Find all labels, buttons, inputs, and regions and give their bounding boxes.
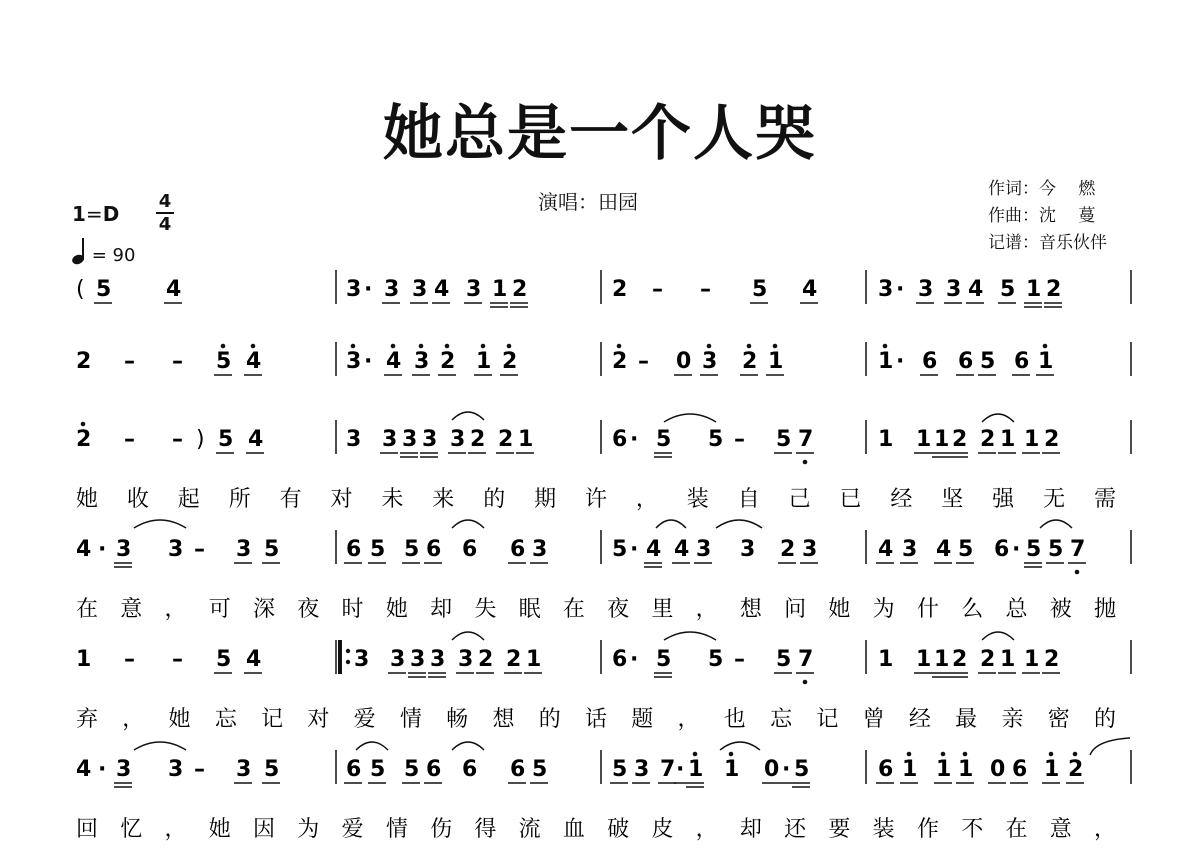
jianpu-note: 6 (346, 537, 362, 562)
jianpu-note: 2 (1068, 757, 1084, 782)
jianpu-note: 4 (936, 537, 952, 562)
jianpu-note: – (194, 757, 205, 782)
jianpu-note: 3 (354, 647, 370, 672)
jianpu-note: 5 (656, 427, 672, 452)
jianpu-note: 1 (916, 427, 932, 452)
jianpu-note: 1 (916, 647, 932, 672)
jianpu-note: 2 (952, 427, 968, 452)
jianpu-note: · (896, 277, 905, 302)
octave-dot-above (251, 344, 256, 349)
octave-dot-above (617, 344, 622, 349)
octave-dot-above (963, 752, 968, 757)
jianpu-note: · (364, 349, 373, 374)
lyrics-line: 弃，她忘记对爱情畅想的话题，也忘记曾经最亲密的 (76, 707, 1116, 732)
jianpu-note: 6 (426, 537, 442, 562)
jianpu-note: 3 (382, 427, 398, 452)
jianpu-note: 6 (462, 757, 478, 782)
jianpu-note: 4 (246, 647, 262, 672)
jianpu-note: 3 (740, 537, 756, 562)
slur (982, 414, 1014, 422)
jianpu-note: 5 (1048, 537, 1064, 562)
jianpu-note: – (734, 427, 745, 452)
jianpu-note: · (364, 277, 373, 302)
jianpu-note: 2 (470, 427, 486, 452)
jianpu-note: 7 (798, 427, 814, 452)
jianpu-note: 1 (1038, 349, 1054, 374)
jianpu-note: 3 (346, 427, 362, 452)
jianpu-note: 4 (166, 277, 182, 302)
jianpu-note: 2 (780, 537, 796, 562)
jianpu-note: 2 (512, 277, 528, 302)
jianpu-note: 3 (346, 349, 362, 374)
slur (664, 414, 716, 422)
jianpu-note: 1 (934, 427, 950, 452)
jianpu-note: 4 (248, 427, 264, 452)
jianpu-note: 0 (990, 757, 1006, 782)
jianpu-note: 3 (458, 647, 474, 672)
slur (716, 520, 762, 528)
octave-dot-above (941, 752, 946, 757)
jianpu-note: 4 (434, 277, 450, 302)
jianpu-note: 5 (404, 757, 420, 782)
time-signature-top: 4 (158, 191, 172, 212)
jianpu-note: · (676, 757, 685, 782)
jianpu-note: 6 (958, 349, 974, 374)
jianpu-note: 5 (612, 537, 628, 562)
lyrics-line: 在意，可深夜时她却失眠在夜里，想问她为什么总被抛 (76, 597, 1116, 622)
jianpu-note: 5 (370, 537, 386, 562)
slur (134, 742, 186, 750)
jianpu-note: · (98, 537, 107, 562)
slur (1090, 738, 1130, 755)
lyricist-credit: 作词：今 燃 (988, 179, 1096, 199)
jianpu-note: 4 (76, 537, 92, 562)
jianpu-note: 1 (934, 647, 950, 672)
jianpu-note: 3 (390, 647, 406, 672)
jianpu-note: 6 (1014, 349, 1030, 374)
repeat-dot (346, 649, 350, 653)
jianpu-note: · (630, 537, 639, 562)
transcriber-credit: 记谱：音乐伙伴 (988, 233, 1107, 253)
slur (656, 520, 686, 528)
octave-dot-above (391, 344, 396, 349)
jianpu-note: · (1012, 537, 1021, 562)
jianpu-note: 2 (478, 647, 494, 672)
repeat-dot (346, 660, 350, 664)
jianpu-note: 1 (1044, 757, 1060, 782)
jianpu-note: – (124, 647, 135, 672)
jianpu-note: 3 (346, 277, 362, 302)
octave-dot-above (1073, 752, 1078, 757)
jianpu-note: 2 (742, 349, 758, 374)
octave-dot-above (1049, 752, 1054, 757)
jianpu-note: 4 (878, 537, 894, 562)
jianpu-note: 2 (980, 647, 996, 672)
jianpu-note: 5 (776, 427, 792, 452)
jianpu-note: – (172, 427, 183, 452)
jianpu-note: 3 (634, 757, 650, 782)
jianpu-note: 5 (776, 647, 792, 672)
jianpu-note: 5 (794, 757, 810, 782)
jianpu-note: 1 (902, 757, 918, 782)
key-equals: = (85, 202, 103, 226)
jianpu-note: 3 (902, 537, 918, 562)
jianpu-note: – (172, 647, 183, 672)
octave-dot-above (221, 344, 226, 349)
singer-credit: 演唱：田园 (538, 190, 638, 214)
octave-dot-above (81, 422, 86, 427)
jianpu-note: 3 (802, 537, 818, 562)
jianpu-note: 2 (498, 427, 514, 452)
jianpu-note: 2 (980, 427, 996, 452)
jianpu-note: – (700, 277, 711, 302)
slur (664, 632, 716, 640)
jianpu-note: 1 (936, 757, 952, 782)
jianpu-note: 6 (510, 757, 526, 782)
jianpu-note: 3 (878, 277, 894, 302)
jianpu-note: 1 (1000, 427, 1016, 452)
jianpu-note: 3 (532, 537, 548, 562)
jianpu-note: ) (196, 427, 205, 452)
jianpu-note: 5 (752, 277, 768, 302)
slur (720, 742, 760, 750)
jianpu-note: 5 (612, 757, 628, 782)
time-signature-bottom: 4 (158, 214, 172, 235)
octave-dot-above (1043, 344, 1048, 349)
jianpu-note: 3 (414, 349, 430, 374)
jianpu-note: 3 (168, 537, 184, 562)
jianpu-note: 3 (384, 277, 400, 302)
jianpu-note: 5 (216, 349, 232, 374)
jianpu-note: 5 (96, 277, 112, 302)
jianpu-note: 1 (688, 757, 704, 782)
jianpu-note: 3 (946, 277, 962, 302)
jianpu-note: 1 (878, 427, 894, 452)
octave-dot-below (803, 680, 808, 685)
jianpu-note: 1 (958, 757, 974, 782)
jianpu-note: 4 (968, 277, 984, 302)
jianpu-note: 2 (76, 349, 92, 374)
jianpu-note: 3 (168, 757, 184, 782)
jianpu-note: · (98, 757, 107, 782)
jianpu-note: 6 (346, 757, 362, 782)
octave-dot-above (707, 344, 712, 349)
jianpu-note: 4 (386, 349, 402, 374)
octave-dot-above (445, 344, 450, 349)
jianpu-note: 6 (878, 757, 894, 782)
jianpu-note: 1 (492, 277, 508, 302)
octave-dot-above (907, 752, 912, 757)
jianpu-note: 5 (708, 427, 724, 452)
jianpu-note: 2 (1044, 427, 1060, 452)
jianpu-note: ( (76, 277, 85, 302)
octave-dot-below (803, 460, 808, 465)
jianpu-note: 5 (264, 537, 280, 562)
jianpu-note: 2 (612, 349, 628, 374)
jianpu-note: 6 (612, 647, 628, 672)
jianpu-note: 5 (958, 537, 974, 562)
jianpu-note: 5 (1000, 277, 1016, 302)
jianpu-note: 5 (980, 349, 996, 374)
jianpu-note: 5 (1026, 537, 1042, 562)
lyrics-line: 她收起所有对未来的期许，装自己已经坚强无需 (76, 487, 1117, 512)
key-tonic: 1 (72, 202, 86, 226)
octave-dot-above (481, 344, 486, 349)
jianpu-note: – (652, 277, 663, 302)
jianpu-note: – (124, 349, 135, 374)
octave-dot-above (729, 752, 734, 757)
jianpu-note: 6 (1012, 757, 1028, 782)
octave-dot-above (747, 344, 752, 349)
slur (452, 412, 484, 420)
jianpu-note: 2 (76, 427, 92, 452)
jianpu-note: 3 (402, 427, 418, 452)
jianpu-note: 3 (116, 757, 132, 782)
jianpu-note: 3 (412, 277, 428, 302)
jianpu-note: 5 (218, 427, 234, 452)
slur (134, 520, 186, 528)
jianpu-note: 5 (708, 647, 724, 672)
jianpu-note: 1 (878, 647, 894, 672)
jianpu-note: 1 (526, 647, 542, 672)
jianpu-note: 5 (370, 757, 386, 782)
jianpu-note: 5 (264, 757, 280, 782)
jianpu-note: 1 (1026, 277, 1042, 302)
jianpu-note: 4 (76, 757, 92, 782)
octave-dot-above (693, 752, 698, 757)
jianpu-note: 3 (702, 349, 718, 374)
jianpu-note: – (172, 349, 183, 374)
tempo-value: = 90 (91, 245, 136, 266)
jianpu-note: 6 (922, 349, 938, 374)
jianpu-note: 4 (646, 537, 662, 562)
jianpu-note: 3 (116, 537, 132, 562)
jianpu-note: 1 (768, 349, 784, 374)
jianpu-note: 2 (502, 349, 518, 374)
jianpu-note: 4 (802, 277, 818, 302)
jianpu-note: 4 (246, 349, 262, 374)
octave-dot-below (1075, 570, 1080, 575)
octave-dot-above (773, 344, 778, 349)
jianpu-note: 5 (216, 647, 232, 672)
octave-dot-above (419, 344, 424, 349)
jianpu-note: 2 (506, 647, 522, 672)
lyrics-line: 回忆，她因为爱情伤得流血破皮，却还要装作不在意， (76, 817, 1116, 842)
jianpu-note: 2 (1044, 647, 1060, 672)
jianpu-note: 0 (764, 757, 780, 782)
jianpu-note: 6 (426, 757, 442, 782)
jianpu-note: 5 (656, 647, 672, 672)
jianpu-note: 6 (612, 427, 628, 452)
jianpu-note: 1 (76, 647, 92, 672)
slur (982, 632, 1014, 640)
jianpu-note: 0 (676, 349, 692, 374)
jianpu-note: 2 (440, 349, 456, 374)
jianpu-note: 1 (518, 427, 534, 452)
jianpu-note: 3 (466, 277, 482, 302)
song-title: 她总是一个人哭 (383, 99, 817, 169)
jianpu-note: – (638, 349, 649, 374)
jianpu-note: 6 (994, 537, 1010, 562)
jianpu-note: 3 (236, 757, 252, 782)
slur (452, 632, 484, 640)
octave-dot-above (883, 344, 888, 349)
jianpu-note: 3 (410, 647, 426, 672)
jianpu-note: · (630, 427, 639, 452)
jianpu-note: 3 (450, 427, 466, 452)
jianpu-note: 3 (696, 537, 712, 562)
slur (452, 520, 484, 528)
jianpu-note: 1 (1024, 427, 1040, 452)
jianpu-note: 4 (674, 537, 690, 562)
jianpu-note: 7 (798, 647, 814, 672)
jianpu-note: 2 (1046, 277, 1062, 302)
jianpu-note: 3 (422, 427, 438, 452)
jianpu-note: 6 (462, 537, 478, 562)
jianpu-note: 2 (952, 647, 968, 672)
jianpu-note: 7 (1070, 537, 1086, 562)
jianpu-note: 6 (510, 537, 526, 562)
jianpu-note: 3 (236, 537, 252, 562)
jianpu-note: 1 (724, 757, 740, 782)
jianpu-note: 5 (532, 757, 548, 782)
key-note: D (102, 202, 120, 226)
jianpu-note: 2 (612, 277, 628, 302)
jianpu-note: 5 (404, 537, 420, 562)
jianpu-note: · (630, 647, 639, 672)
jianpu-note: 7 (660, 757, 676, 782)
jianpu-note: 1 (878, 349, 894, 374)
jianpu-note: · (782, 757, 791, 782)
jianpu-note: – (124, 427, 135, 452)
octave-dot-above (507, 344, 512, 349)
slur (452, 742, 484, 750)
jianpu-note: – (734, 647, 745, 672)
slur (1040, 520, 1072, 528)
jianpu-note: 1 (1000, 647, 1016, 672)
jianpu-note: 3 (430, 647, 446, 672)
slur (356, 742, 388, 750)
octave-dot-above (351, 344, 356, 349)
jianpu-note: – (194, 537, 205, 562)
composer-credit: 作曲：沈 蔓 (988, 206, 1096, 226)
jianpu-note: 3 (918, 277, 934, 302)
jianpu-note: · (896, 349, 905, 374)
jianpu-note: 1 (1024, 647, 1040, 672)
jianpu-note: 1 (476, 349, 492, 374)
